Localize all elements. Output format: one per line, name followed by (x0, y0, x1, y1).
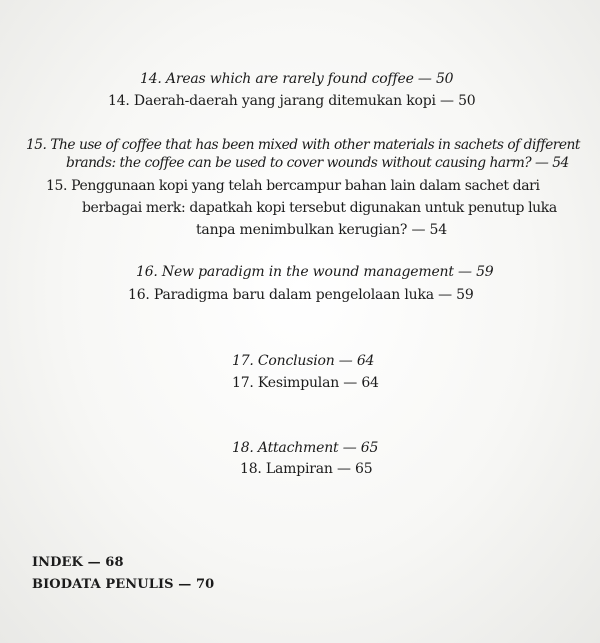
toc-entry-17-en: 17. Conclusion — 64 (232, 353, 375, 369)
toc-entry-15-en-line2: brands: the coffee can be used to cover wounds without causing harm? — 54 (66, 155, 569, 171)
toc-entry-14-en: 14. Areas which are rarely found coffee — 50 (140, 71, 454, 87)
toc-entry-15-en-line1: 15. The use of coffee that has been mixed with other materials in sachets of different (26, 137, 580, 153)
toc-entry-16-id: 16. Paradigma baru dalam pengelolaan luka — 59 (128, 287, 474, 303)
toc-entry-15-id-line1: 15. Penggunaan kopi yang telah bercampur bahan lain dalam sachet dari (46, 178, 540, 194)
index-entry: INDEK — 68 (32, 555, 124, 570)
author-biodata-entry: BIODATA PENULIS — 70 (32, 577, 215, 592)
toc-entry-15-id-line2: berbagai merk: dapatkah kopi tersebut digunakan untuk penutup luka (82, 200, 557, 216)
toc-entry-17-id: 17. Kesimpulan — 64 (232, 375, 379, 391)
toc-entry-16-en: 16. New paradigm in the wound management — 59 (136, 264, 494, 280)
toc-entry-15-id-line3: tanpa menimbulkan kerugian? — 54 (196, 222, 447, 238)
toc-entry-18-en: 18. Attachment — 65 (232, 440, 379, 456)
toc-entry-14-id: 14. Daerah-daerah yang jarang ditemukan kopi — 50 (108, 93, 476, 109)
toc-entry-18-id: 18. Lampiran — 65 (240, 461, 373, 477)
